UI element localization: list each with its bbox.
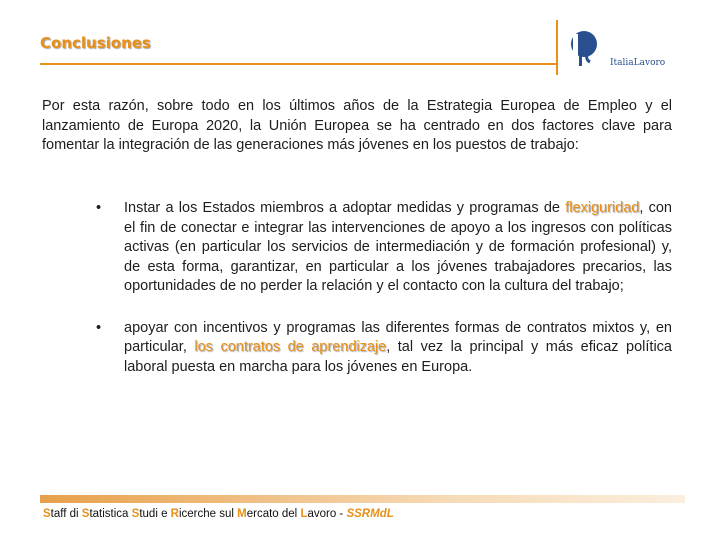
intro-paragraph: Por esta razón, sobre todo en los últimos años de la Estrategia Europea de Empleo y el lanzamiento de Europa 2020, la Unión Europea se ha centrado en dos factores clave para fomentar la integración de las generaciones más jóvenes en los puestos de trabajo: (42, 98, 672, 153)
list-item: • apoyar con incentivos y programas las diferentes formas de contratos mixtos y, en particular, los contratos de aprendizaje, tal vez la principal y más eficaz política laboral puesta en marcha para los jóvenes en Europa. (96, 319, 672, 375)
highlight-term: flexiguridad (565, 200, 640, 216)
bullet-list (96, 199, 672, 377)
footer-band (40, 495, 685, 503)
logo-text: ItaliaLavoro (610, 58, 666, 68)
header-divider (556, 20, 558, 75)
footer-credit: Staff di Statistica Studi e Ricerche sul Mercato del Lavoro - SSRMdL (43, 508, 394, 520)
bullet-icon: • (96, 200, 102, 216)
highlight-term: los contratos de aprendizaje (194, 339, 387, 355)
footer-brand: SSRMdL (346, 508, 394, 520)
title-underline (40, 63, 556, 65)
bullet-icon: • (96, 319, 102, 336)
list-item: • Instar a los Estados miembros a adoptar medidas y programas de flexiguridad, con el fin de conectar e integrar las intervenciones de apoyo a los ingresos con políticas activas (en particular los servicios de intermediación y de formación profesional) y, de esta forma, garantizar, en particular a los jóvenes trabajadores precarios, las oportunidades de no perder la relación y el contacto con la cultura del trabajo; (96, 200, 672, 294)
page-title: Conclusiones (40, 34, 151, 52)
